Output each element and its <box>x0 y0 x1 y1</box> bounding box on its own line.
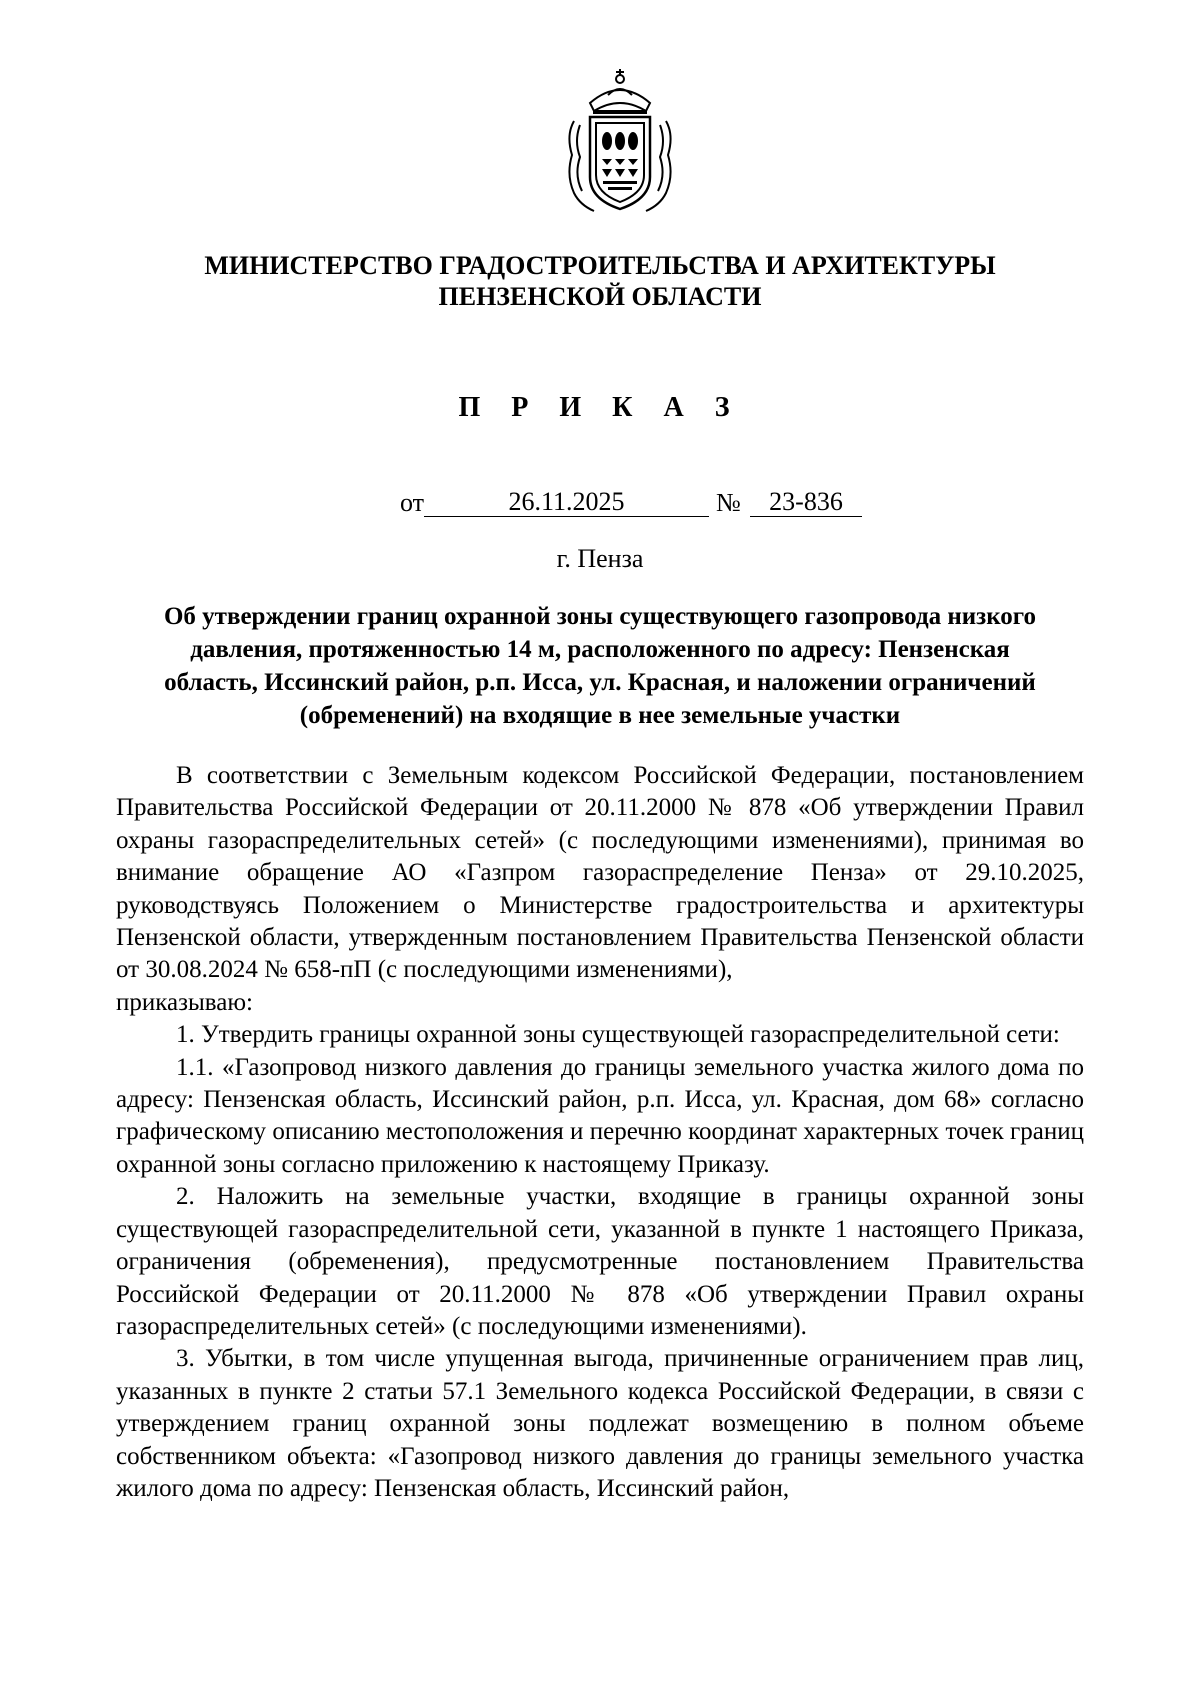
title-line-3: область, Иссинский район, р.п. Исса, ул. Красная, и наложении ограничений <box>164 669 1036 696</box>
order-title <box>115 600 1085 732</box>
city-name: г. Пенза <box>556 544 644 573</box>
order-body <box>116 760 1084 1505</box>
preamble-paragraph: В соответствии с Земельным кодексом Российской Федерации, постановлением Правительства Российской Федерации от 20.11.2000 № 878 «Об утверждении Правил охраны газораспределительных сетей» (с последующими изменениями), принимая во внимание обращение АО «Газпром газораспределение Пенза» от 29.10.2025, руководствуясь Положением о Министерстве градостроительства и архитектуры Пензенской области, утвержденным постановлением Правительства Пензенской области от 30.08.2024 № 658-пП (с последующими изменениями), <box>116 762 1084 984</box>
item-2-paragraph: 2. Наложить на земельные участки, входящие в границы охранной зоны существующей газораспределительной сети, указанной в пункте 1 настоящего Приказа, ограничения (обременения), предусмотренные постановлением Правительства Российской Федерации от 20.11.2000 № 878 «Об утверждении Правил охраны газораспределительных сетей» (с последующими изменениями). <box>116 1183 1084 1340</box>
coat-of-arms-icon <box>560 65 680 215</box>
document-type-heading: П Р И К А З <box>458 392 742 423</box>
ministry-name <box>130 250 1070 312</box>
order-word: приказываю: <box>116 988 253 1016</box>
item-1-1-paragraph: 1.1. «Газопровод низкого давления до границы земельного участка жилого дома по адресу: Пензенская область, Иссинский район, р.п. Исса, ул. Красная, дом 68» согласно графическому описанию местоположения и перечню координат характерных точек границ охранной зоны согласно приложению к настоящему Приказу. <box>116 1053 1084 1178</box>
title-line-1: Об утверждении границ охранной зоны существующего газопровода низкого <box>163 603 1037 630</box>
number-sign-label: № <box>716 488 741 517</box>
ministry-line-2: ПЕНЗЕНСКОЙ ОБЛАСТИ <box>438 282 762 311</box>
date-prefix-label: от <box>400 488 425 517</box>
item-3-paragraph: 3. Убытки, в том числе упущенная выгода, причиненные ограничением прав лиц, указанных в пункте 2 статьи 57.1 Земельного кодекса Российской Федерации, в связи с утверждением границ охранной зоны подлежат возмещению в полном объеме собственником объекта: «Газопровод низкого давления до границы земельного участка жилого дома по адресу: Пензенская область, Иссинский район, <box>116 1345 1084 1502</box>
title-line-4: (обременений) на входящие в нее земельные участки <box>299 702 901 729</box>
order-date: 26.11.2025 <box>424 488 709 517</box>
ministry-line-1: МИНИСТЕРСТВО ГРАДОСТРОИТЕЛЬСТВА И АРХИТЕКТУРЫ <box>204 251 996 280</box>
order-number: 23-836 <box>750 488 862 517</box>
title-line-2: давления, протяженностью 14 м, расположенного по адресу: Пензенская <box>190 636 1010 663</box>
item-1-paragraph: 1. Утвердить границы охранной зоны существующей газораспределительной сети: <box>176 1021 1060 1049</box>
